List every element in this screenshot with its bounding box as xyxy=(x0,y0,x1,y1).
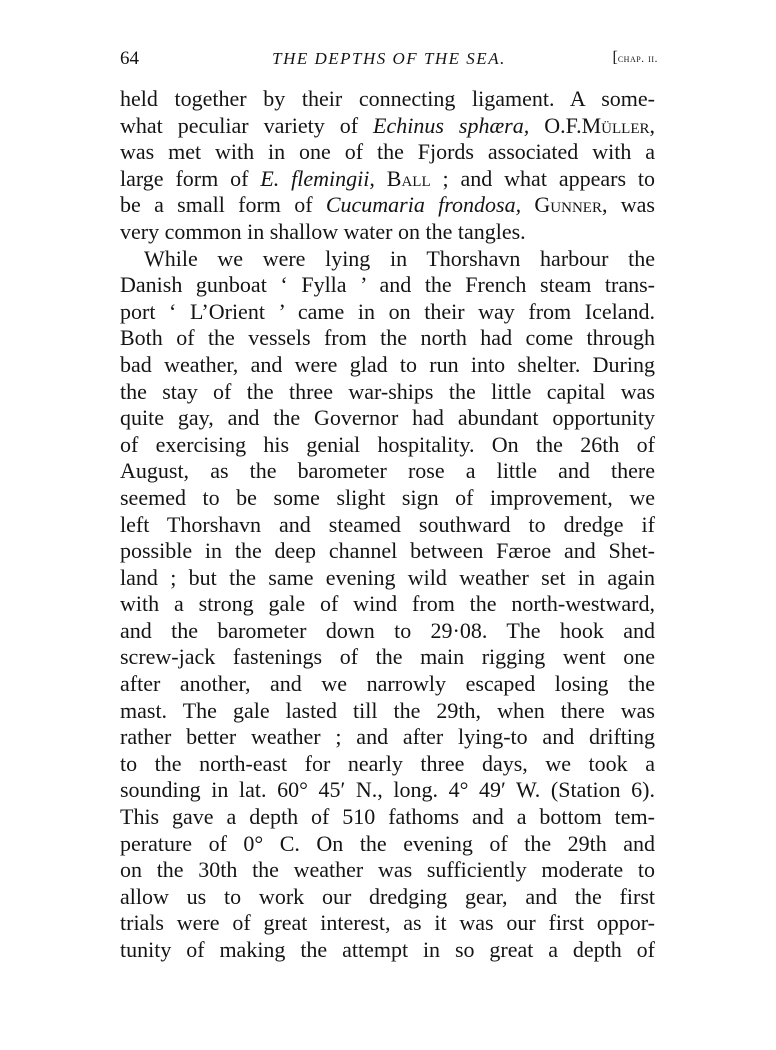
text-run: quite gay, and the Governor had abundant opportunity xyxy=(120,405,655,431)
text-run: While we were lying in Thorshavn harbour the xyxy=(144,245,655,271)
text-run: large form of xyxy=(120,165,261,191)
italic-taxon: Cucumaria frondosa, xyxy=(325,192,522,218)
text-line xyxy=(120,352,655,379)
text-run: allow us to work our dredging gear, and the first xyxy=(120,883,655,909)
text-run: very common in shallow water on the tangles. xyxy=(120,218,526,244)
chapter-label: chap. ii. xyxy=(617,51,658,65)
text-run: trials were of great interest, as it was our first oppor- xyxy=(120,910,655,936)
text-line xyxy=(120,831,655,858)
text-line xyxy=(120,166,655,193)
text-line xyxy=(120,192,655,219)
text-run: screw-jack fastenings of the main rigging went one xyxy=(120,644,655,670)
text-run: tunity of making the attempt in so great a depth of xyxy=(120,937,655,962)
text-line xyxy=(120,113,655,140)
text-run: seemed to be some slight sign of improvement, we xyxy=(120,484,655,510)
text-line xyxy=(120,458,655,485)
text-line xyxy=(120,910,655,937)
italic-taxon: E. flemingii, xyxy=(260,165,375,191)
text-run: sounding in lat. 60° 45′ N., long. 4° 49′ W. (Station 6). xyxy=(120,777,655,803)
text-run: Both of the vessels from the north had come through xyxy=(120,325,655,351)
text-line xyxy=(120,432,655,459)
author-name: Ball xyxy=(386,165,431,191)
text-line xyxy=(120,512,655,539)
text-line xyxy=(120,591,655,618)
text-run: bad weather, and were glad to run into shelter. During xyxy=(120,351,655,377)
text-line xyxy=(120,644,655,671)
chapter-reference xyxy=(613,49,659,67)
running-head xyxy=(120,48,658,76)
running-title: THE DEPTHS OF THE SEA. xyxy=(272,49,506,68)
text-line xyxy=(120,698,655,725)
text-line xyxy=(120,857,655,884)
text-run: the stay of the three war-ships the little capital was xyxy=(120,378,655,404)
text-run: Danish gunboat ‘ Fylla ’ and the French steam trans- xyxy=(120,272,655,298)
text-run: with a strong gale of wind from the north-westward, xyxy=(120,591,655,617)
page-number: 64 xyxy=(120,48,139,69)
text-run: O.F. xyxy=(529,112,582,138)
text-run: be a small form of xyxy=(120,192,326,218)
text-line xyxy=(120,884,655,911)
text-run: port ‘ L’Orient ’ came in on their way from Iceland. xyxy=(120,298,655,324)
text-run: and the barometer down to 29·08. The hook and xyxy=(120,617,655,643)
text-run: was met with in one of the Fjords associated with a xyxy=(120,139,655,165)
text-run: left Thorshavn and steamed southward to dredge if xyxy=(120,511,655,537)
text-run: August, as the barometer rose a little and there xyxy=(120,458,655,484)
text-run: rather better weather ; and after lying-to and drifting xyxy=(120,724,655,750)
text-run: possible in the deep channel between Færoe and Shet- xyxy=(120,538,655,564)
text-run: ; and what appears to xyxy=(430,165,656,191)
text-run xyxy=(521,192,534,217)
text-run: , xyxy=(649,112,655,138)
text-line xyxy=(120,246,655,273)
text-run xyxy=(375,166,387,191)
text-line xyxy=(120,565,655,592)
author-name: Gunner xyxy=(534,192,602,218)
chapter-bracket: [ xyxy=(612,49,618,66)
text-run: held together by their connecting ligament. A some- xyxy=(120,86,655,111)
body-text xyxy=(120,86,655,964)
italic-taxon: Echinus sphæra, xyxy=(373,112,530,138)
text-line xyxy=(120,724,655,751)
text-run: what peculiar variety of xyxy=(120,112,374,138)
text-line xyxy=(120,405,655,432)
text-line xyxy=(120,485,655,512)
text-run: of exercising his genial hospitality. On the 26th of xyxy=(120,431,655,457)
text-run: to the north-east for nearly three days, we took a xyxy=(120,750,655,776)
text-run: perature of 0° C. On the evening of the 29th and xyxy=(120,830,655,856)
text-run: This gave a depth of 510 fathoms and a bottom tem- xyxy=(120,804,655,830)
text-run: land ; but the same evening wild weather set in again xyxy=(120,564,655,590)
text-line xyxy=(120,671,655,698)
text-line xyxy=(120,751,655,778)
text-line xyxy=(120,777,655,804)
text-line xyxy=(120,379,655,406)
text-line xyxy=(120,618,655,645)
text-line xyxy=(120,86,655,113)
text-line xyxy=(120,139,655,166)
text-line xyxy=(120,804,655,831)
text-run: mast. The gale lasted till the 29th, when there was xyxy=(120,697,655,723)
text-run: on the 30th the weather was sufficiently moderate to xyxy=(120,857,655,883)
author-name: Müller xyxy=(581,112,650,138)
text-line xyxy=(120,325,655,352)
text-run: , was xyxy=(601,192,655,218)
text-line xyxy=(120,937,655,964)
text-line xyxy=(120,538,655,565)
text-line xyxy=(120,219,655,246)
text-line xyxy=(120,299,655,326)
text-line xyxy=(120,272,655,299)
text-run: after another, and we narrowly escaped losing the xyxy=(120,671,655,697)
